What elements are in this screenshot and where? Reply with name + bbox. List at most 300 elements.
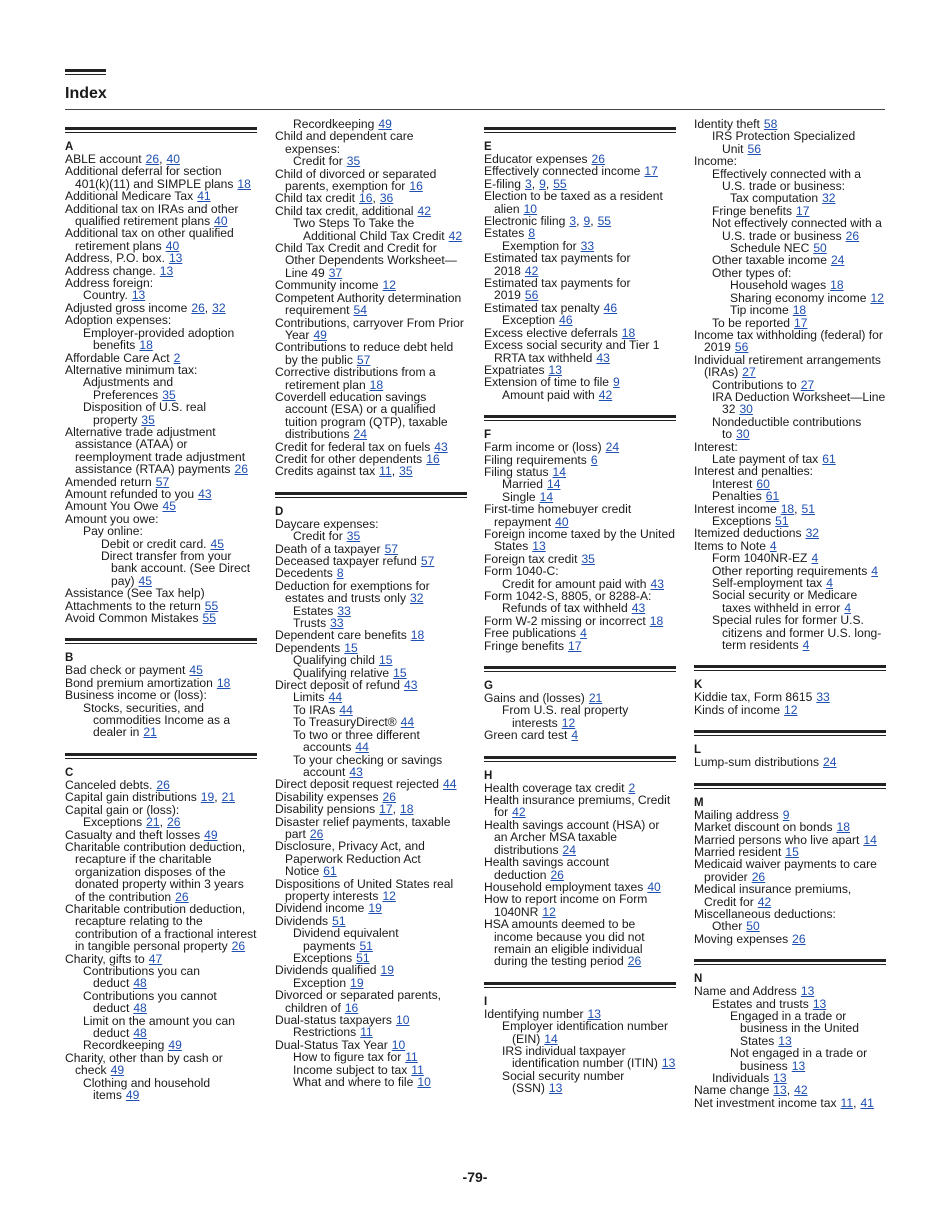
- page-link[interactable]: 42: [448, 228, 463, 243]
- page-link[interactable]: 26: [145, 152, 160, 166]
- page-link[interactable]: 13: [778, 1033, 792, 1048]
- page-link[interactable]: 35: [141, 412, 155, 427]
- index-section: [65, 127, 257, 624]
- entry-text: Form 1040-C:: [484, 564, 559, 579]
- page-link[interactable]: 26: [231, 939, 246, 954]
- page-link[interactable]: 51: [801, 501, 815, 516]
- page-link[interactable]: 9: [583, 214, 591, 229]
- page-link[interactable]: 16: [344, 1000, 359, 1015]
- entry-text: Dividend equivalent payments: [293, 926, 399, 953]
- page-link[interactable]: 48: [133, 1001, 147, 1016]
- page-link[interactable]: 12: [382, 888, 396, 903]
- entry-text: Other taxable income: [712, 253, 827, 268]
- page-link[interactable]: 26: [792, 931, 806, 946]
- entry-text: Credit for federal tax on fuels: [275, 439, 431, 454]
- entry-text: Amount you owe:: [65, 511, 159, 526]
- entry-text: Restrictions: [293, 1025, 357, 1040]
- page-link[interactable]: 17: [796, 203, 810, 218]
- page-link[interactable]: 12: [382, 278, 396, 293]
- page-link[interactable]: 14: [544, 1031, 558, 1046]
- page-link[interactable]: 9: [782, 807, 790, 822]
- section-letter: E: [484, 141, 492, 153]
- page-link[interactable]: 56: [747, 141, 761, 156]
- page-link[interactable]: 3: [524, 176, 532, 191]
- page-link[interactable]: 37: [328, 265, 343, 280]
- page-link[interactable]: 13: [532, 539, 546, 554]
- page-link[interactable]: 26: [167, 815, 181, 830]
- entry-text: Daycare expenses:: [275, 516, 379, 531]
- page-link[interactable]: 61: [323, 864, 337, 879]
- section-rule-thin: [484, 761, 676, 762]
- page-link[interactable]: 46: [603, 300, 618, 315]
- page-link[interactable]: 42: [794, 1083, 808, 1098]
- page-separator: ,: [159, 815, 163, 830]
- page-link[interactable]: 18: [792, 303, 807, 318]
- page-link[interactable]: 44: [400, 715, 415, 730]
- section-rule-thin: [484, 671, 676, 672]
- page-link[interactable]: 9: [613, 375, 620, 390]
- page-link[interactable]: 13: [791, 1058, 806, 1073]
- page-link[interactable]: 13: [159, 263, 174, 278]
- index-entry: [694, 858, 886, 883]
- page-link[interactable]: 35: [346, 529, 361, 544]
- entry-text: Lump-sum distributions: [694, 755, 820, 770]
- index-section: [694, 959, 886, 1109]
- page-link[interactable]: 44: [339, 702, 353, 717]
- page-link[interactable]: 61: [822, 451, 836, 466]
- entry-text: To be reported: [712, 315, 790, 330]
- page-link[interactable]: 10: [417, 1075, 431, 1090]
- section-rule-thick: [65, 638, 257, 641]
- page-link[interactable]: 46: [559, 313, 573, 328]
- page-link[interactable]: 15: [344, 640, 358, 655]
- page-link[interactable]: 18: [237, 176, 251, 191]
- page-link[interactable]: 19: [200, 790, 215, 805]
- page-link[interactable]: 17: [379, 802, 393, 817]
- index-entry: [65, 1015, 257, 1040]
- page-link[interactable]: 48: [133, 976, 147, 991]
- entry-text: Individuals: [712, 1071, 770, 1085]
- page-link[interactable]: 26: [309, 826, 324, 841]
- section-letter: A: [65, 141, 74, 153]
- entry-text: IRS individual taxpayer identification number (ITIN): [502, 1043, 658, 1071]
- page-separator: ,: [372, 191, 376, 206]
- page-link[interactable]: 19: [350, 975, 364, 990]
- page-link[interactable]: 18: [649, 613, 664, 628]
- page-link[interactable]: 42: [512, 805, 526, 820]
- page-separator: ,: [214, 790, 218, 805]
- index-entry: [65, 990, 257, 1015]
- page-link[interactable]: 11: [379, 464, 392, 479]
- page-link[interactable]: 40: [555, 514, 569, 529]
- page-link[interactable]: 57: [356, 352, 371, 367]
- entry-text: Name and Address: [694, 984, 797, 999]
- page-link[interactable]: 54: [353, 303, 367, 318]
- page-link[interactable]: 57: [420, 554, 435, 568]
- page-link[interactable]: 35: [162, 387, 176, 402]
- page-link[interactable]: 42: [757, 894, 772, 909]
- page-link[interactable]: 19: [368, 901, 382, 916]
- page-link[interactable]: 43: [349, 764, 363, 779]
- section-letter: H: [484, 769, 493, 782]
- page-link[interactable]: 8: [528, 226, 536, 241]
- entry-text: Free publications: [484, 626, 577, 641]
- page-link[interactable]: 24: [605, 440, 620, 455]
- entry-text: From U.S. real property interests: [502, 703, 629, 730]
- page-link[interactable]: 10: [395, 1013, 410, 1028]
- page-link[interactable]: 10: [523, 201, 538, 216]
- index-entry: [484, 704, 676, 729]
- page-link[interactable]: 32: [805, 526, 820, 541]
- page-separator: ,: [204, 300, 209, 315]
- index-entry: [275, 878, 467, 903]
- page-link[interactable]: 18: [830, 278, 844, 293]
- entry-text: Corrective distributions from a retirement plan: [275, 365, 436, 392]
- page-link[interactable]: 33: [580, 238, 595, 253]
- section-rule-thick: [275, 492, 467, 495]
- entry-text: Canceled debts.: [65, 777, 153, 792]
- page-link[interactable]: 49: [204, 827, 218, 842]
- page-link[interactable]: 21: [146, 815, 160, 830]
- page-link[interactable]: 13: [548, 362, 562, 377]
- entry-text: Trusts: [293, 616, 327, 631]
- page-link[interactable]: 4: [871, 563, 879, 578]
- page-link[interactable]: 4: [826, 576, 833, 591]
- entry-text: Refunds of tax withheld: [502, 601, 628, 616]
- index-entry: [484, 389, 676, 401]
- page-link[interactable]: 13: [773, 1071, 787, 1085]
- page-link[interactable]: 13: [661, 1056, 676, 1071]
- page-link[interactable]: 45: [162, 499, 176, 514]
- page-link[interactable]: 11: [840, 1095, 854, 1110]
- page-link[interactable]: 51: [775, 514, 789, 528]
- entry-text: Child tax credit: [275, 191, 355, 206]
- entry-text: Adoption expenses:: [65, 313, 172, 328]
- page-link[interactable]: 18: [139, 338, 153, 353]
- page-link[interactable]: 41: [860, 1095, 874, 1110]
- page-link[interactable]: 10: [391, 1037, 406, 1052]
- page-link[interactable]: 26: [550, 867, 564, 882]
- page-link[interactable]: 56: [524, 288, 539, 303]
- page-link[interactable]: 14: [863, 832, 877, 847]
- entry-text: Estates: [293, 603, 334, 618]
- page-link[interactable]: 27: [800, 377, 815, 392]
- page-link[interactable]: 33: [330, 616, 344, 631]
- page-link[interactable]: 18: [369, 377, 384, 392]
- page-link[interactable]: 4: [844, 600, 852, 615]
- page-link[interactable]: 24: [562, 842, 576, 857]
- entry-text: Other reporting requirements: [712, 563, 868, 578]
- page-link[interactable]: 33: [337, 603, 351, 618]
- page-link[interactable]: 40: [165, 238, 180, 253]
- entry-text: Estates: [484, 226, 525, 241]
- index-entry: [484, 893, 676, 918]
- page-link[interactable]: 12: [542, 904, 556, 919]
- entry-text: Moving expenses: [694, 931, 789, 946]
- page-link[interactable]: 26: [382, 789, 396, 804]
- page-link[interactable]: 50: [813, 241, 827, 256]
- entry-text: Educator expenses: [484, 152, 588, 166]
- page-link[interactable]: 6: [590, 452, 598, 467]
- index-entry: [275, 317, 467, 342]
- page-link[interactable]: 35: [346, 154, 361, 169]
- entry-text: Form 1040NR-EZ: [712, 551, 808, 566]
- page-link[interactable]: 50: [746, 919, 760, 934]
- page-link[interactable]: 43: [631, 601, 646, 616]
- page-link[interactable]: 44: [443, 777, 457, 792]
- page-link[interactable]: 42: [598, 387, 613, 402]
- page-link[interactable]: 40: [166, 152, 180, 166]
- page-link[interactable]: 43: [596, 350, 610, 365]
- entry-text: Dual-status taxpayers: [275, 1013, 392, 1028]
- entry-text: Limits: [293, 690, 325, 705]
- entry-text: Additional tax on other qualified retirement plans: [65, 226, 234, 253]
- page-link[interactable]: 47: [148, 951, 163, 966]
- page-link[interactable]: 49: [110, 1063, 125, 1078]
- index-entry: [484, 918, 676, 968]
- section-letter: C: [65, 766, 74, 779]
- entry-text: What and where to file: [293, 1075, 414, 1090]
- page-link[interactable]: 30: [736, 427, 750, 442]
- section-rule-thin: [65, 758, 257, 759]
- page-link[interactable]: 12: [784, 702, 798, 717]
- page-link[interactable]: 12: [870, 290, 884, 305]
- entry-text: Amount refunded to you: [65, 486, 195, 501]
- page-link[interactable]: 55: [553, 176, 567, 191]
- page-link[interactable]: 3: [569, 214, 577, 229]
- index-entry: [484, 277, 676, 302]
- page-link[interactable]: 17: [644, 164, 658, 179]
- page-link[interactable]: 43: [198, 486, 212, 501]
- page-link[interactable]: 4: [580, 626, 587, 641]
- page-link[interactable]: 26: [627, 954, 642, 969]
- entry-text: Child of divorced or separated parents, exemption for: [275, 166, 437, 194]
- entry-text: Health insurance premiums, Credit for: [484, 793, 671, 820]
- page-link[interactable]: 55: [202, 611, 216, 626]
- entry-text: Dividends: [275, 913, 329, 928]
- entry-text: Special rules for former U.S. citizens and former U.S. long-term residents: [712, 613, 882, 653]
- page-link[interactable]: 15: [785, 844, 799, 859]
- page-link[interactable]: 14: [552, 464, 566, 479]
- page-link[interactable]: 13: [587, 1006, 601, 1021]
- page-link[interactable]: 13: [168, 251, 183, 266]
- index-entry: [484, 528, 676, 553]
- page-link[interactable]: 49: [125, 1088, 140, 1103]
- page-link[interactable]: 18: [400, 802, 414, 817]
- page-link[interactable]: 49: [168, 1038, 182, 1053]
- page-link[interactable]: 35: [399, 464, 413, 479]
- page-link[interactable]: 11: [411, 1062, 424, 1077]
- index-entry: [694, 130, 886, 155]
- page-link[interactable]: 32: [822, 191, 836, 206]
- section-rule-thin: [694, 964, 886, 965]
- entry-text: IRS Protection Specialized Unit: [712, 129, 856, 156]
- page-link[interactable]: 2: [173, 350, 181, 365]
- section-letter: K: [694, 679, 703, 692]
- page-link[interactable]: 49: [378, 117, 392, 131]
- page-link[interactable]: 58: [763, 117, 778, 131]
- entry-text: Married resident: [694, 844, 782, 859]
- entry-text: Health savings account deduction: [484, 855, 610, 882]
- page-link[interactable]: 4: [802, 638, 810, 653]
- page-link[interactable]: 16: [359, 191, 373, 206]
- index-entry: [275, 292, 467, 317]
- page-link[interactable]: 48: [133, 1026, 147, 1040]
- entry-text: Charity, gifts to: [65, 951, 145, 966]
- page-link[interactable]: 26: [191, 300, 205, 315]
- entry-text: Tip income: [730, 303, 789, 318]
- page-link[interactable]: 26: [175, 889, 189, 904]
- entry-text: How to report income on Form 1040NR: [484, 892, 648, 919]
- page-link[interactable]: 21: [588, 691, 603, 706]
- entry-text: To your checking or savings account: [293, 752, 443, 779]
- entry-text: Exception: [293, 975, 347, 990]
- page-link[interactable]: 9: [539, 176, 546, 191]
- page-link[interactable]: 13: [548, 1081, 563, 1096]
- entry-text: Employer identification number (EIN): [502, 1019, 669, 1046]
- entry-text: Amount paid with: [502, 387, 595, 402]
- page-link[interactable]: 33: [816, 690, 830, 705]
- page-link[interactable]: 26: [845, 228, 860, 243]
- page-link[interactable]: 16: [409, 179, 423, 194]
- page-link[interactable]: 42: [417, 203, 431, 218]
- entry-text: Additional deferral for section 401(k)(11) and SIMPLE plans: [65, 164, 234, 191]
- page-link[interactable]: 2: [628, 780, 636, 795]
- entry-text: Electronic filing: [484, 214, 566, 229]
- section-rule-thick: [694, 783, 886, 786]
- page-separator: ,: [590, 214, 594, 229]
- index-column-4: [694, 118, 886, 1109]
- page-link[interactable]: 43: [404, 678, 418, 693]
- page-link[interactable]: 55: [597, 214, 612, 229]
- entry-text: Not effectively connected with a U.S. trade or business: [712, 216, 882, 243]
- page-link[interactable]: 13: [131, 288, 146, 303]
- page-link[interactable]: 21: [221, 790, 236, 805]
- page-link[interactable]: 32: [410, 591, 424, 606]
- index-entry: [275, 242, 467, 279]
- page-link[interactable]: 13: [812, 996, 827, 1011]
- page-link[interactable]: 40: [214, 214, 228, 229]
- page-link[interactable]: 26: [591, 152, 605, 166]
- page-link[interactable]: 17: [568, 638, 582, 653]
- entry-text: Alternative minimum tax:: [65, 362, 198, 377]
- page-link[interactable]: 4: [571, 728, 579, 743]
- page-link[interactable]: 35: [581, 551, 595, 566]
- page-link[interactable]: 26: [751, 869, 766, 884]
- page-link[interactable]: 13: [773, 1083, 787, 1098]
- page-link[interactable]: 4: [769, 538, 777, 553]
- page-link[interactable]: 8: [336, 566, 344, 581]
- page-link[interactable]: 12: [561, 715, 576, 730]
- page-link[interactable]: 24: [830, 253, 845, 268]
- page-link[interactable]: 45: [189, 663, 203, 678]
- page-link[interactable]: 45: [138, 573, 152, 588]
- page-link[interactable]: 36: [379, 191, 394, 206]
- entry-text: Adjusted gross income: [65, 300, 188, 315]
- index-entry: [275, 816, 467, 841]
- page-link[interactable]: 57: [155, 474, 170, 489]
- index-entry: [694, 589, 886, 614]
- page-link[interactable]: 55: [204, 598, 219, 613]
- entry-text: Dependent care benefits: [275, 628, 407, 643]
- index-entry: [65, 165, 257, 190]
- page-link[interactable]: 16: [426, 451, 440, 466]
- section-letter: D: [275, 505, 284, 518]
- page-link[interactable]: 43: [650, 576, 664, 591]
- section-letter: N: [694, 973, 703, 986]
- page-link[interactable]: 15: [393, 665, 407, 680]
- entry-text: Dual-Status Tax Year: [275, 1037, 388, 1052]
- page-link[interactable]: 45: [210, 536, 224, 551]
- page-link[interactable]: 18: [836, 820, 850, 835]
- page-link[interactable]: 4: [811, 551, 819, 566]
- page-link[interactable]: 41: [197, 189, 211, 204]
- entry-text: Assistance (See Tax help): [65, 586, 205, 601]
- page-link[interactable]: 51: [359, 938, 373, 953]
- page-link[interactable]: 18: [780, 501, 795, 516]
- page-link[interactable]: 26: [156, 777, 170, 792]
- page-link[interactable]: 24: [353, 427, 367, 442]
- entry-text: Exceptions: [83, 815, 143, 830]
- page-link[interactable]: 18: [410, 628, 425, 643]
- page-link[interactable]: 60: [756, 476, 770, 491]
- page-link[interactable]: 44: [328, 690, 343, 705]
- page-link[interactable]: 40: [647, 879, 661, 894]
- page-link[interactable]: 11: [360, 1025, 373, 1040]
- page-link[interactable]: 56: [734, 340, 749, 355]
- entry-text: Engaged in a trade or business in the United States: [730, 1008, 859, 1048]
- entry-text: Charity, other than by cash or check: [65, 1050, 223, 1078]
- entry-text: Credit for: [293, 154, 343, 169]
- index-entry: [275, 341, 467, 366]
- page-link[interactable]: 13: [800, 984, 815, 999]
- page-link[interactable]: 57: [384, 541, 399, 556]
- page-link[interactable]: 30: [739, 402, 753, 417]
- page-link[interactable]: 51: [356, 951, 370, 965]
- page-link[interactable]: 18: [216, 675, 231, 690]
- entry-text: HSA amounts deemed to be income because you did not remain an eligible individual during the testing period: [484, 917, 645, 969]
- page-link[interactable]: 11: [405, 1050, 418, 1065]
- entry-text: Income:: [694, 154, 738, 169]
- section-rule-thick: [65, 127, 257, 130]
- page-link[interactable]: 51: [332, 913, 346, 928]
- section-rule-thin: [275, 497, 467, 498]
- page-link[interactable]: 61: [765, 489, 780, 504]
- page-link[interactable]: 21: [143, 725, 157, 740]
- entry-text: Disability pensions: [275, 802, 376, 817]
- page-link[interactable]: 49: [313, 327, 327, 342]
- page-link[interactable]: 15: [379, 653, 393, 668]
- entry-text: Child and dependent care expenses:: [275, 129, 414, 156]
- page-link[interactable]: 24: [823, 755, 837, 770]
- entry-text: Kiddie tax, Form 8615: [694, 690, 813, 705]
- page-link[interactable]: 26: [234, 462, 248, 477]
- page-link[interactable]: 44: [355, 740, 369, 755]
- page-link[interactable]: 14: [539, 489, 554, 504]
- page-link[interactable]: 14: [547, 477, 561, 492]
- page-link[interactable]: 42: [524, 263, 539, 278]
- index-entry: [694, 391, 886, 416]
- page-link[interactable]: 27: [742, 365, 756, 380]
- page-link[interactable]: 32: [212, 300, 226, 315]
- page-link[interactable]: 19: [380, 963, 394, 978]
- page-link[interactable]: 43: [434, 439, 448, 454]
- page-link[interactable]: 18: [621, 325, 636, 340]
- page-link[interactable]: 17: [794, 315, 808, 330]
- entry-text: Additional Medicare Tax: [65, 189, 194, 204]
- page-separator: ,: [392, 802, 396, 817]
- index-entry: [65, 227, 257, 252]
